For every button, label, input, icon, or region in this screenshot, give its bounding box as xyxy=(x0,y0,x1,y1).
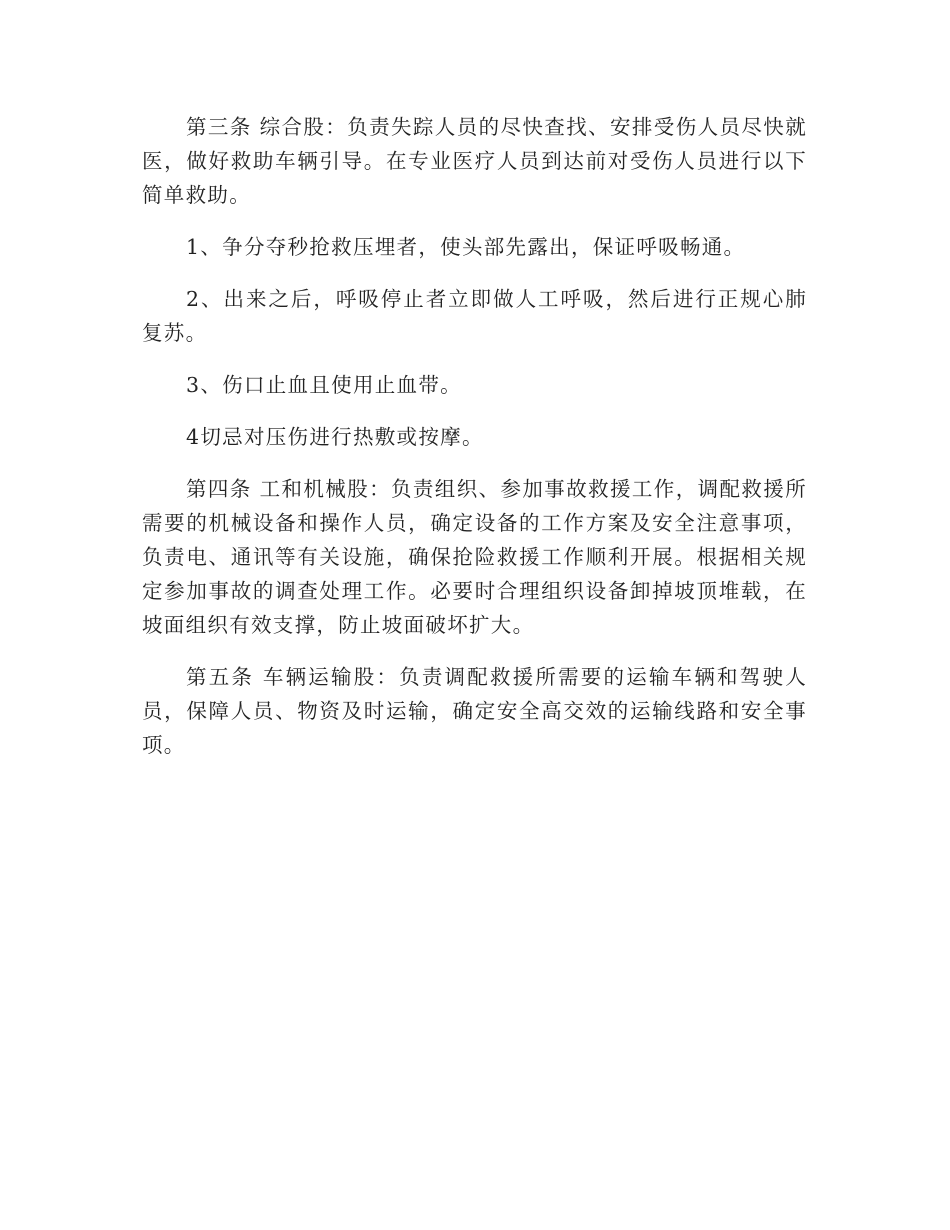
paragraph-article-4: 第四条 工和机械股：负责组织、参加事故救援工作，调配救援所需要的机械设备和操作人员，确定设备的工作方案及安全注意事项，负责电、通讯等有关设施，确保抢险救援工作顺利开展。根据相关规定参加事故的调查处理工作。必要时合理组织设备卸掉坡顶堆载，在坡面组织有效支撑，防止坡面破坏扩大。 xyxy=(142,477,807,637)
paragraph-item-4: 4切忌对压伤进行热敷或按摩。 xyxy=(186,425,484,449)
paragraph-item-1: 1、争分夺秒抢救压埋者，使头部先露出，保证呼吸畅通。 xyxy=(186,235,746,259)
paragraph-article-5: 第五条 车辆运输股：负责调配救援所需要的运输车辆和驾驶人员，保障人员、物资及时运输，确定安全高交效的运输线路和安全事项。 xyxy=(142,665,807,757)
paragraph-item-3: 3、伤口止血且使用止血带。 xyxy=(186,373,462,397)
paragraph-item-2: 2、出来之后，呼吸停止者立即做人工呼吸，然后进行正规心肺复苏。 xyxy=(142,287,807,345)
paragraph-article-3: 第三条 综合股：负责失踪人员的尽快查找、安排受伤人员尽快就医，做好救助车辆引导。在专业医疗人员到达前对受伤人员进行以下简单救助。 xyxy=(142,115,807,207)
document-body xyxy=(142,110,807,780)
